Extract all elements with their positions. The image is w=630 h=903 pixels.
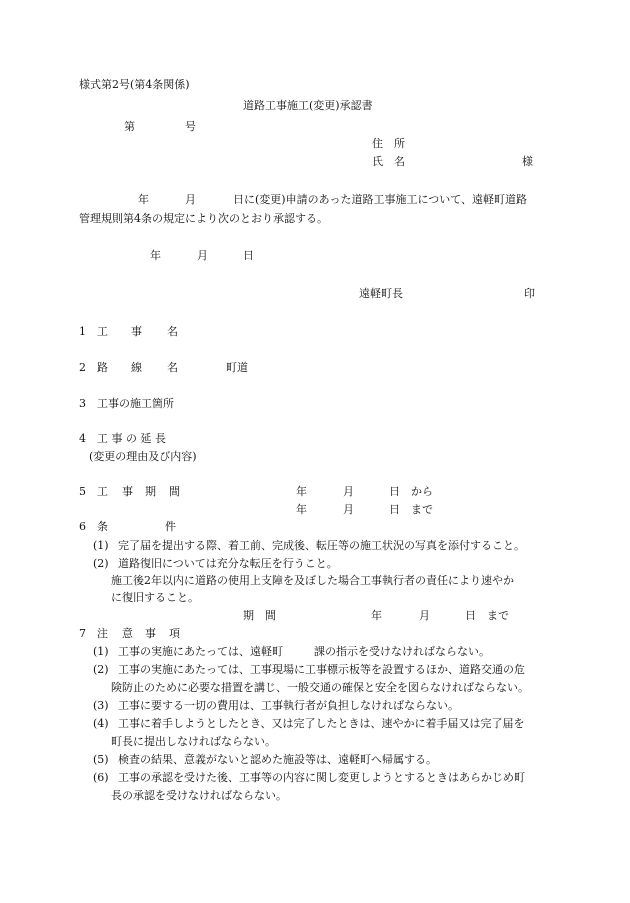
condition2-detail-line1: 施工後2年以内に道路の使用上支障を及ぼした場合工事執行者の責任により速やか xyxy=(111,574,514,587)
item1-char1: 工 xyxy=(97,325,108,338)
note5-text: 検査の結果、意義がないと認めた施設等は、遠軽町へ帰属する。 xyxy=(118,753,437,766)
item2-value: 町道 xyxy=(226,361,248,374)
condition1-text: 完了届を提出する際、着工前、完成後、転圧等の施工状況の写真を添付すること。 xyxy=(118,539,525,552)
item7-char2: 意 xyxy=(122,627,133,640)
body-line2: 管理規則第4条の規定により次のとおり承認する。 xyxy=(79,212,328,225)
note2-number: (2) xyxy=(93,663,109,676)
item5-start-year: 年 xyxy=(296,485,307,498)
condition2-detail-line2: に復旧すること。 xyxy=(111,591,199,604)
item7-number: 7 xyxy=(79,627,86,640)
item5-char2: 事 xyxy=(122,485,133,498)
item2-char1: 路 xyxy=(97,361,108,374)
number-go: 号 xyxy=(185,120,196,133)
item6-char1: 条 xyxy=(97,520,108,533)
number-dai: 第 xyxy=(124,120,135,133)
item5-start-suffix: から xyxy=(411,485,433,498)
note1-number: (1) xyxy=(93,645,109,658)
item5-start-day: 日 xyxy=(389,485,400,498)
note2-text-line1: 工事の実施にあたっては、工事現場に工事標示板等を設置するほか、道路交通の危 xyxy=(118,663,525,676)
note5-number: (5) xyxy=(93,753,109,766)
body-month: 月 xyxy=(185,193,196,206)
item3-label: 工事の施工箇所 xyxy=(97,397,174,410)
note2-text-line2: 険防止のために必要な措置を講じ、一般交通の確保と安全を図らなければならない。 xyxy=(111,681,529,694)
item4-label: 工 事 の 延 長 xyxy=(97,432,166,445)
period-year: 年 xyxy=(371,609,382,622)
item5-char1: 工 xyxy=(97,485,108,498)
item3-number: 3 xyxy=(79,397,86,410)
note6-number: (6) xyxy=(93,771,109,784)
item7-char4: 項 xyxy=(169,627,180,640)
item5-end-year: 年 xyxy=(296,503,307,516)
item2-char3: 名 xyxy=(167,361,178,374)
note4-number: (4) xyxy=(93,717,109,730)
issuer-title: 遠軽町長 xyxy=(359,287,403,300)
form-number: 様式第2号(第4条関係) xyxy=(79,78,190,91)
body-line1-rest: 日に(変更)申請のあった道路工事施工について、遠軽町道路 xyxy=(233,193,528,206)
item7-char3: 事 xyxy=(145,627,156,640)
item1-char2: 事 xyxy=(131,325,142,338)
item7-char1: 注 xyxy=(97,627,108,640)
date-year: 年 xyxy=(150,249,161,262)
item5-char3: 期 xyxy=(145,485,156,498)
date-month: 月 xyxy=(197,249,208,262)
item6-char2: 件 xyxy=(165,520,176,533)
note1-text-a: 工事の実施にあたっては、遠軽町 xyxy=(118,645,283,658)
condition2-text: 道路復旧については充分な転圧を行うこと。 xyxy=(118,557,338,570)
item4-number: 4 xyxy=(79,432,86,445)
period-label: 期 間 xyxy=(243,609,276,622)
note4-text-line1: 工事に着手しようとしたとき、又は完了したときは、速やかに着手届又は完了届を xyxy=(118,717,525,730)
item5-number: 5 xyxy=(79,485,86,498)
issuer-seal: 印 xyxy=(524,287,535,300)
note1-text-b: 課の指示を受けなければならない。 xyxy=(314,645,490,658)
item5-end-suffix: まで xyxy=(411,503,433,516)
item4-subnote: (変更の理由及び内容) xyxy=(89,450,197,463)
condition1-number: (1) xyxy=(93,539,109,552)
item5-start-month: 月 xyxy=(343,485,354,498)
item2-number: 2 xyxy=(79,361,86,374)
condition2-number: (2) xyxy=(93,557,109,570)
name-label: 氏 名 xyxy=(372,155,405,168)
body-year: 年 xyxy=(138,193,149,206)
date-day: 日 xyxy=(243,249,254,262)
item5-end-day: 日 xyxy=(389,503,400,516)
item1-char3: 名 xyxy=(167,325,178,338)
note6-text-line2: 長の承認を受けなければならない。 xyxy=(111,789,287,802)
honorific-sama: 様 xyxy=(522,155,533,168)
item2-char2: 線 xyxy=(131,361,142,374)
note4-text-line2: 町長に提出しなければならない。 xyxy=(111,735,276,748)
item1-number: 1 xyxy=(79,325,86,338)
item5-char4: 間 xyxy=(169,485,180,498)
period-month: 月 xyxy=(419,609,430,622)
address-label: 住 所 xyxy=(372,137,405,150)
document-title: 道路工事施工(変更)承認書 xyxy=(243,99,373,112)
item5-end-month: 月 xyxy=(343,503,354,516)
note3-number: (3) xyxy=(93,699,109,712)
item6-number: 6 xyxy=(79,520,86,533)
note6-text-line1: 工事の承認を受けた後、工事等の内容に関し変更しようとするときはあらかじめ町 xyxy=(118,771,525,784)
period-day-until: 日 まで xyxy=(465,609,509,622)
note3-text: 工事に要する一切の費用は、工事執行者が負担しなければならない。 xyxy=(118,699,459,712)
